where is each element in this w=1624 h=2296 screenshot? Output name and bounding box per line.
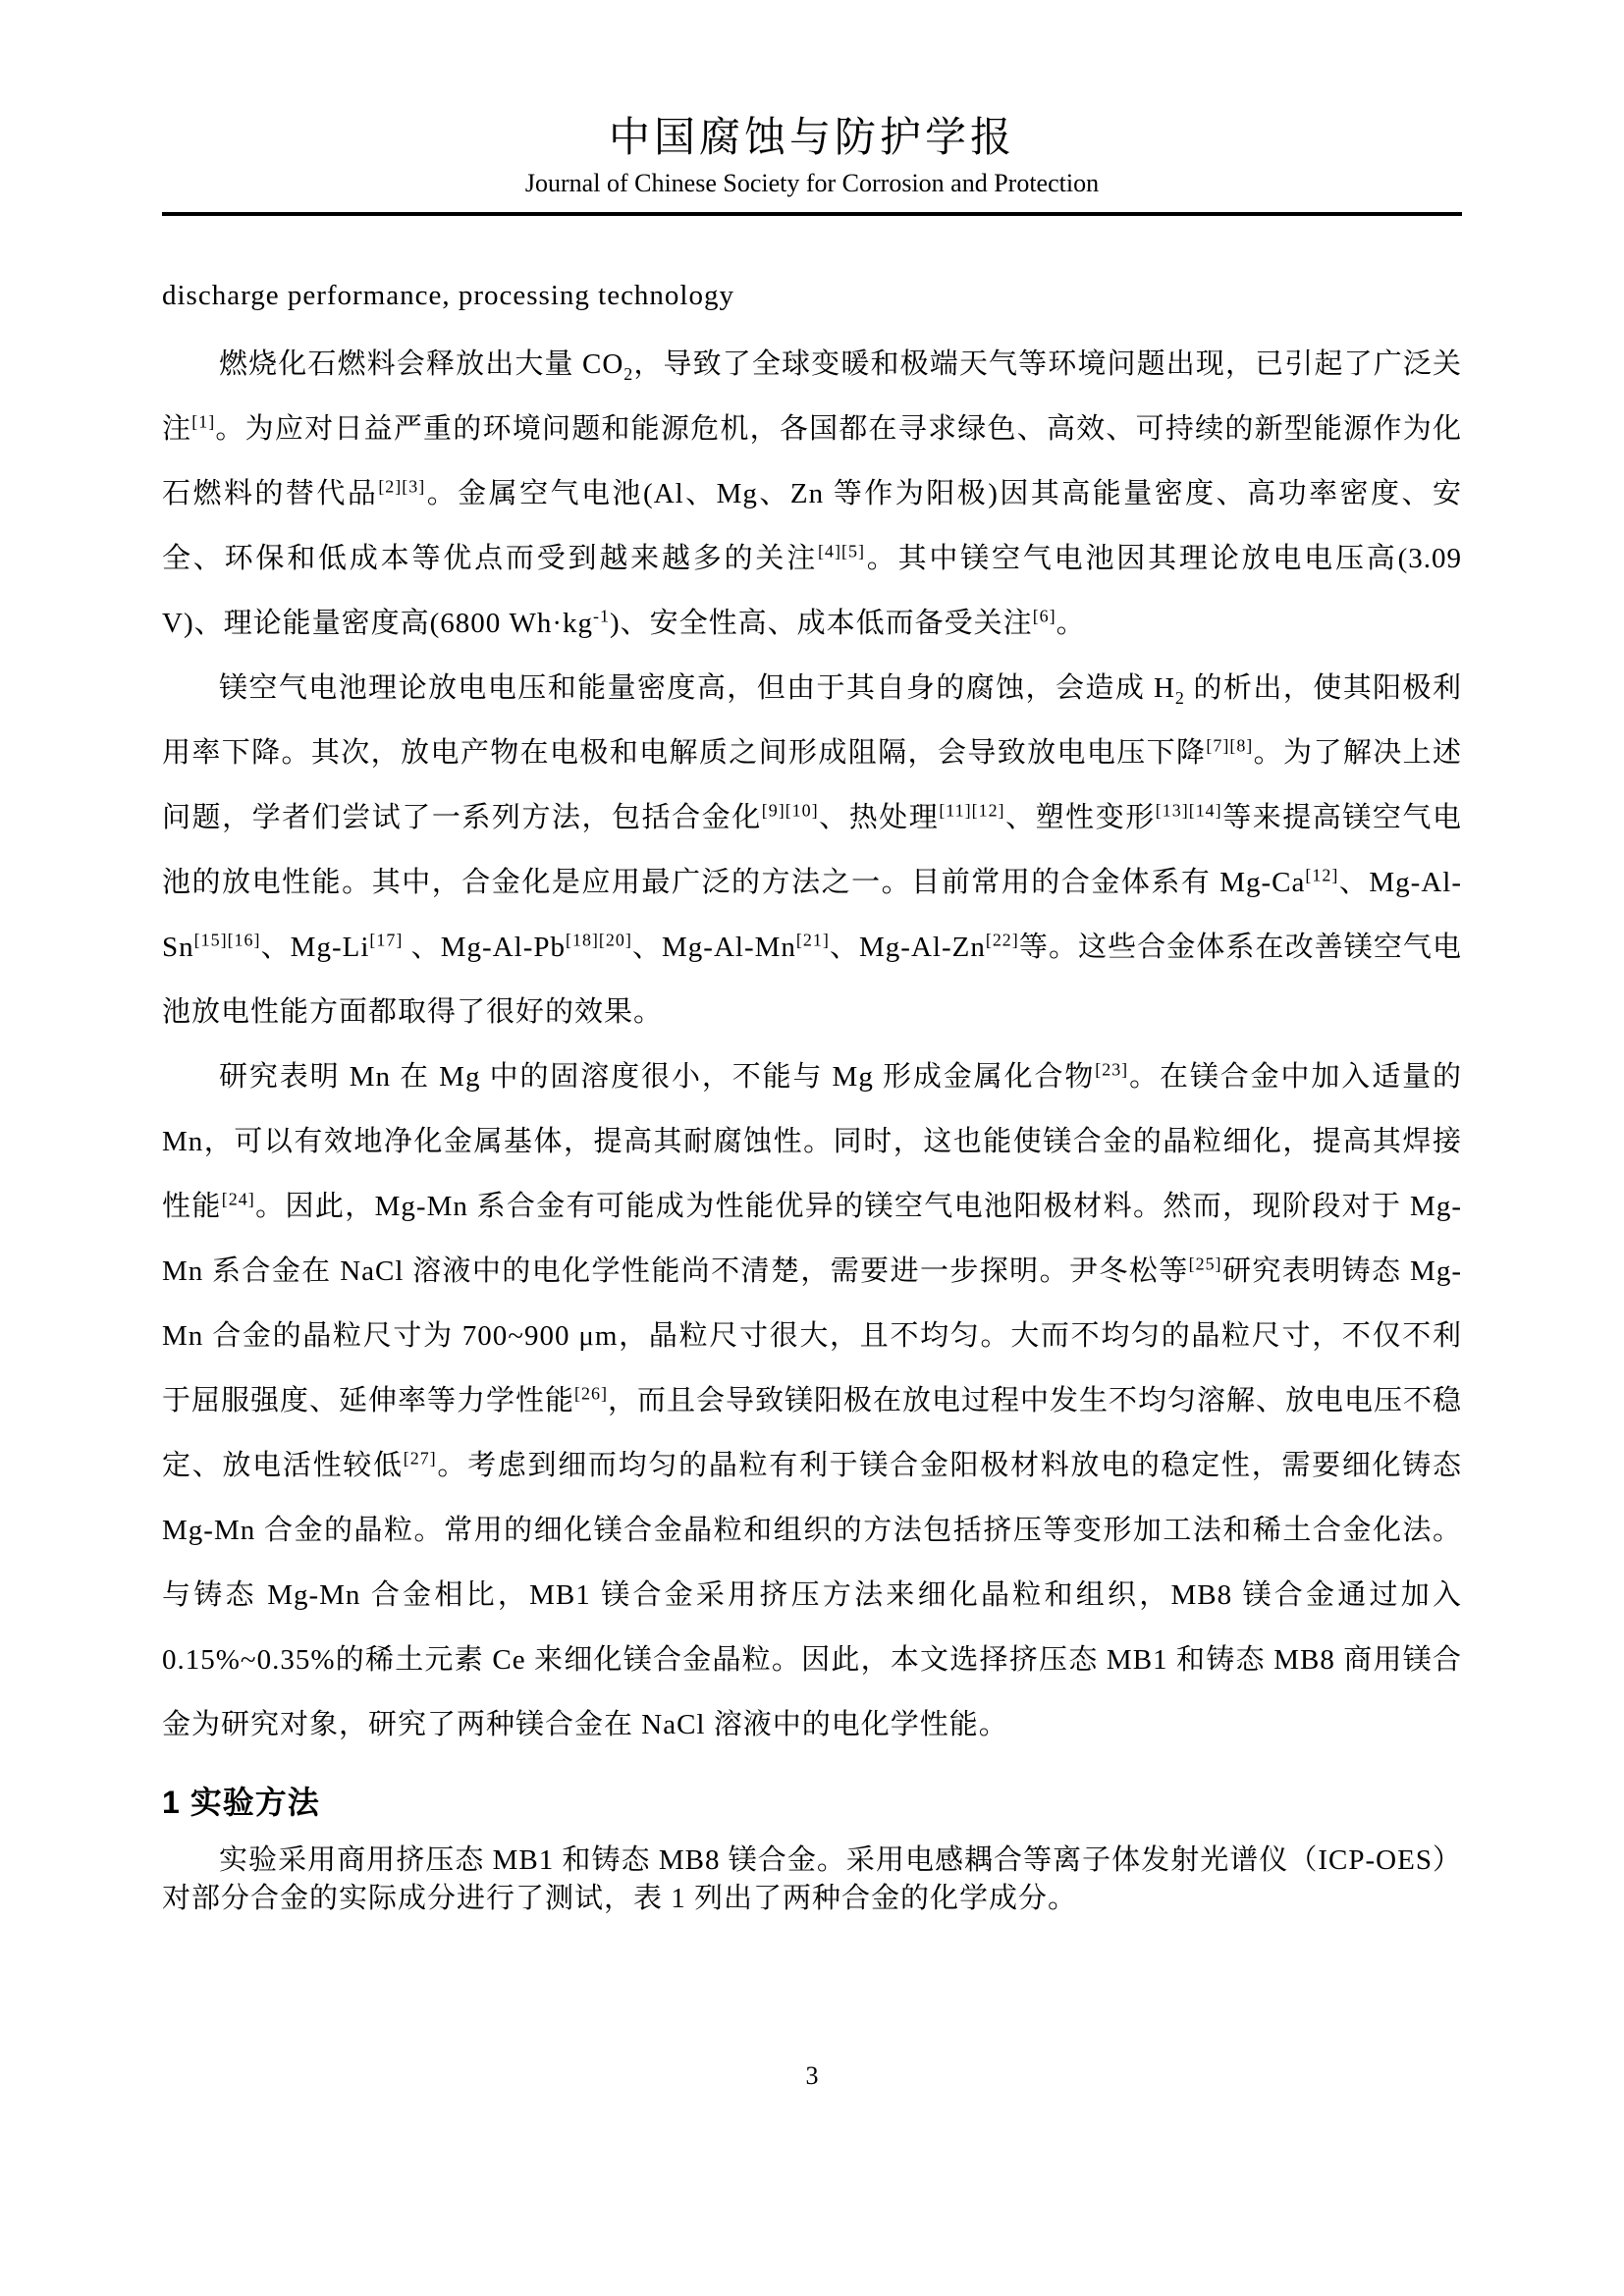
- superscript-ref: -1: [593, 606, 611, 626]
- superscript-ref: [1]: [191, 411, 216, 432]
- superscript-ref: [23]: [1095, 1059, 1129, 1080]
- superscript-ref: [18][20]: [565, 930, 632, 950]
- superscript-ref: [21]: [795, 930, 830, 950]
- superscript-ref: [25]: [1188, 1254, 1222, 1274]
- text-run: 、Mg-Al-Mn: [631, 932, 796, 964]
- text-run: 。: [1056, 608, 1086, 640]
- text-run: 。金属空气电池(Al、Mg、Zn 等作为阳极)因其高能量密度、高功率密度、安全、环保和低成本等优点而受到越来越多的关注: [162, 478, 1462, 575]
- body-paragraph: [162, 332, 1462, 656]
- text-run: 镁空气电池理论放电电压和能量密度高，但由于其自身的腐蚀，会造成 H: [219, 672, 1175, 705]
- body-paragraph: [162, 1044, 1462, 1757]
- text-run: 、Mg-Al-Zn: [829, 932, 986, 964]
- text-run: 、Mg-Li: [260, 932, 370, 964]
- text-run: 研究表明 Mn 在 Mg 中的固溶度很小，不能与 Mg 形成金属化合物: [219, 1061, 1096, 1094]
- journal-title-cn: 中国腐蚀与防护学报: [608, 116, 1015, 161]
- page-number: 3: [805, 2061, 819, 2090]
- page-footer: [0, 2061, 1624, 2091]
- superscript-ref: [11][12]: [939, 800, 1005, 821]
- superscript-ref: [22]: [985, 930, 1019, 950]
- text-run: 。在镁合金中加入适量的 Mn，可以有效地净化金属基体，提高其耐腐蚀性。同时，这也能使镁合金的晶粒细化，提高其焊接性能: [162, 1061, 1462, 1223]
- superscript-ref: [7][8]: [1206, 735, 1254, 756]
- section-heading: [162, 1783, 1462, 1822]
- text-run: 研究表明铸态 Mg-Mn 合金的晶粒尺寸为 700~900 μm，晶粒尺寸很大，且不均匀。大而不均匀的晶粒尺寸，不仅不利于屈服强度、延伸率等力学性能: [162, 1255, 1462, 1417]
- text-run: 1 实验方法: [162, 1785, 320, 1821]
- text-run: 等。这些合金体系在改善镁空气电池放电性能方面都取得了很好的效果。: [162, 932, 1462, 1029]
- superscript-ref: [24]: [221, 1189, 255, 1209]
- text-run: 、塑性变形: [1004, 802, 1156, 834]
- text-run: discharge performance, processing technology: [162, 280, 734, 312]
- superscript-ref: [13][14]: [1155, 800, 1222, 821]
- superscript-ref: [2][3]: [378, 476, 426, 497]
- text-run: 、Mg-Al-Sn: [162, 867, 1462, 964]
- superscript-ref: [26]: [574, 1383, 608, 1404]
- text-run: ，导致了全球变暖和极端天气等环境问题出现，已引起了广泛关注: [162, 348, 1462, 446]
- superscript-ref: [4][5]: [818, 541, 865, 561]
- superscript-ref: [17]: [369, 930, 404, 950]
- superscript-ref: [12]: [1305, 865, 1339, 885]
- text-run: 。其中镁空气电池因其理论放电电压高(3.09 V)、理论能量密度高(6800 Wh·kg: [162, 543, 1462, 640]
- keywords-line: [162, 263, 1462, 328]
- superscript-ref: [6]: [1032, 606, 1056, 626]
- text-run: 。考虑到细而均匀的晶粒有利于镁合金阳极材料放电的稳定性，需要细化铸态 Mg-Mn 合金的晶粒。常用的细化镁合金晶粒和组织的方法包括挤压等变形加工法和稀土合金化法。与铸态 Mg-Mn 合金相比，MB1 镁合金采用挤压方法来细化晶粒和组织，MB8 镁合金通过加入0.15%~0.35%的稀土元素 Ce 来细化镁合金晶粒。因此，本文选择挤压态 MB1 和铸态 MB8 商用镁合金为研究对象，研究了两种镁合金在 NaCl 溶液中的电化学性能。: [162, 1450, 1462, 1741]
- journal-title-en: Journal of Chinese Society for Corrosion and Protection: [524, 169, 1100, 198]
- document-content: [162, 263, 1462, 1918]
- text-run: 、热处理: [818, 802, 940, 834]
- text-run: 实验采用商用挤压态 MB1 和铸态 MB8 镁合金。采用电感耦合等离子体发射光谱仪（ICP-OES）对部分合金的实际成分进行了测试，表 1 列出了两种合金的化学成分。: [162, 1844, 1462, 1915]
- subscript: 2: [623, 363, 634, 384]
- text-run: 等来提高镁空气电池的放电性能。其中，合金化是应用最广泛的方法之一。目前常用的合金体系有 Mg-Ca: [162, 802, 1462, 899]
- text-run: 、Mg-Al-Pb: [403, 932, 566, 964]
- body-paragraph: [162, 656, 1462, 1044]
- text-run: 。为应对日益严重的环境问题和能源危机，各国都在寻求绿色、高效、可持续的新型能源作为化石燃料的替代品: [162, 413, 1462, 510]
- method-paragraph: [162, 1842, 1462, 1918]
- subscript: 2: [1174, 687, 1185, 708]
- superscript-ref: [9][10]: [761, 800, 819, 821]
- text-run: 的析出，使其阳极利用率下降。其次，放电产物在电极和电解质之间形成阻隔，会导致放电电压下降: [162, 672, 1462, 770]
- text-run: 燃烧化石燃料会释放出大量 CO: [219, 348, 624, 381]
- text-run: 。为了解决上述问题，学者们尝试了一系列方法，包括合金化: [162, 737, 1462, 834]
- text-run: 。因此，Mg-Mn 系合金有可能成为性能优异的镁空气电池阳极材料。然而，现阶段对于 Mg-Mn 系合金在 NaCl 溶液中的电化学性能尚不清楚，需要进一步探明。尹冬松等: [162, 1191, 1462, 1288]
- superscript-ref: [15][16]: [193, 930, 261, 950]
- header-rule: [162, 212, 1462, 216]
- journal-header: [162, 116, 1462, 216]
- text-run: ，而且会导致镁阳极在放电过程中发生不均匀溶解、放电电压不稳定、放电活性较低: [162, 1385, 1462, 1482]
- superscript-ref: [27]: [403, 1448, 437, 1468]
- text-run: )、安全性高、成本低而备受关注: [610, 608, 1033, 640]
